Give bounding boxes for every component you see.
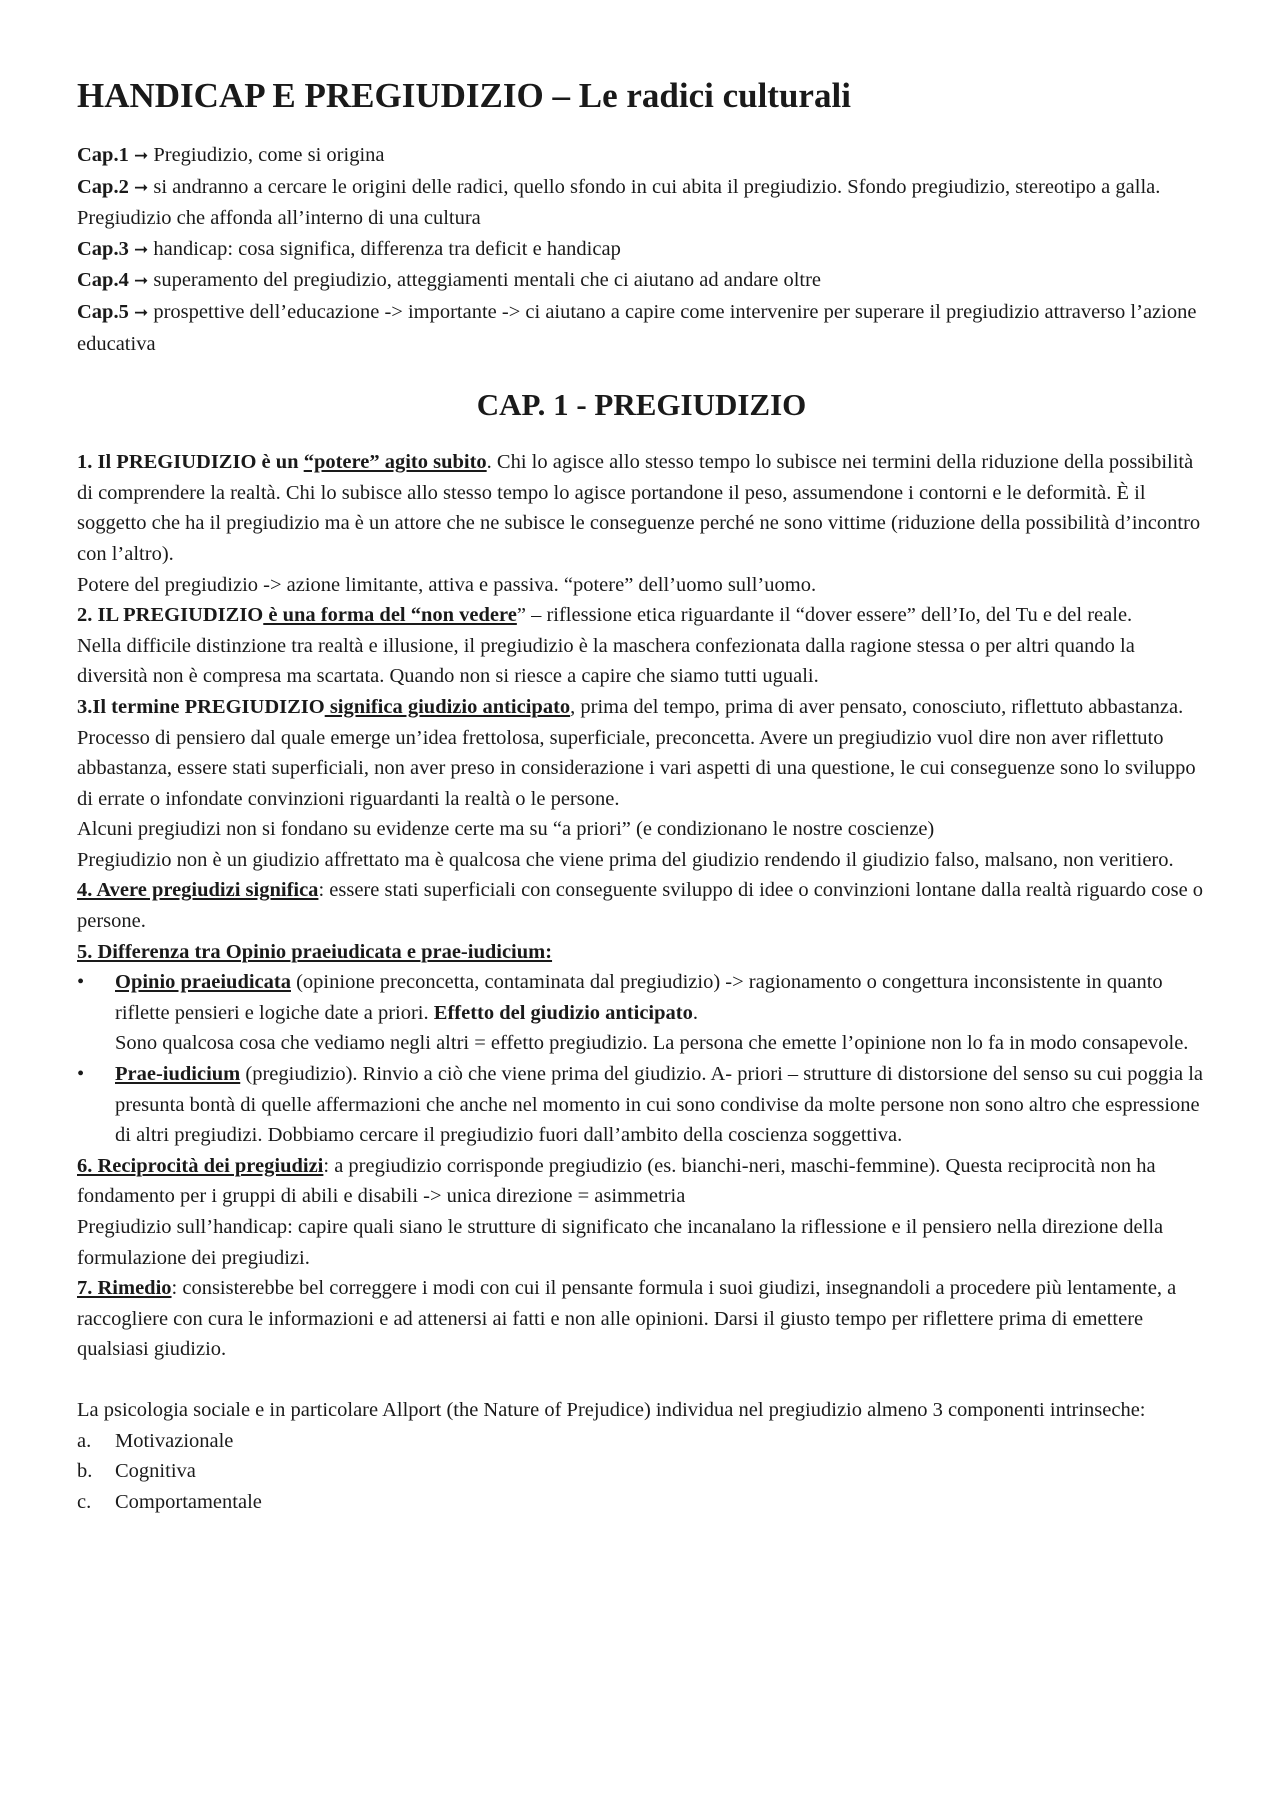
component-label: Comportamentale (115, 1490, 262, 1513)
term-praeiudicium: Prae-iudicium (115, 1063, 241, 1086)
document-title: HANDICAP E PREGIUDIZIO – Le radici culturali (77, 76, 851, 115)
contents-item (77, 297, 1206, 359)
bullet-icon: • (77, 1063, 85, 1086)
bullet-icon: • (77, 971, 85, 994)
contents-item (77, 172, 1206, 234)
list-letter: c. (77, 1490, 92, 1513)
section-3-key-term: significa giudizio anticipato (324, 695, 571, 718)
section-1-key-term: “potere” agito subito (303, 451, 487, 474)
list-item (77, 1059, 1206, 1151)
arrow-right-icon: ➞ (133, 239, 149, 260)
cap-label: Cap.5 (77, 300, 129, 323)
cap-label: Cap.2 (77, 175, 129, 198)
section-4-heading: 4. Avere pregiudizi significa (77, 879, 319, 902)
cap-description: si andranno a cercare le origini delle radici, quello sfondo in cui abita il pregiudizio. Sfondo pregiudizio, stereotipo a galla. Pregiudizio che affonda all’interno di una cultura (77, 175, 1161, 230)
term-opinio-end: . (692, 1001, 698, 1024)
cap-description: handicap: cosa significa, differenza tra deficit e handicap (153, 237, 621, 260)
list-item (77, 1456, 1206, 1487)
section-3-heading: 3.Il termine PREGIUDIZIO (77, 695, 325, 718)
section-2-key-term: è una forma del “non vedere (263, 604, 517, 627)
list-item (77, 1426, 1206, 1457)
term-praeiudicium-text: (pregiudizio). Rinvio a ciò che viene prima del giudizio. A- priori – strutture di distorsione del senso su cui poggia la presunta bontà di quelle affermazioni che anche nel momento in cui sono condivise da molte persone non sono altro che espressione di altri pregiudizi. Dobbiamo cercare il pregiudizio fuori dall’ambito della coscienza soggettiva. (115, 1063, 1203, 1147)
section-7-heading: 7. Rimedio (77, 1277, 172, 1300)
section-6-heading: 6. Reciprocità dei pregiudizi (77, 1154, 324, 1177)
section-2-paragraph: Nella difficile distinzione tra realtà e illusione, il pregiudizio è la maschera confezionata dalla ragione stessa o per altri quando la diversità non è compresa ma scartata. Quando non si riesce a capire che siamo tutti uguali. (77, 634, 1135, 688)
section-3-paragraph: Alcuni pregiudizi non si fondano su evidenze certe ma su “a priori” (e condizionano le nostre coscienze) (77, 818, 935, 841)
chapter-title: CAP. 1 - PREGIUDIZIO (476, 387, 807, 423)
arrow-right-icon: ➞ (133, 146, 149, 166)
section-3-paragraph: Pregiudizio non è un giudizio affrettato ma è qualcosa che viene prima del giudizio rendendo il giudizio falso, malsano, non veritiero. (77, 848, 1174, 871)
contents-item (77, 234, 1206, 266)
chapter-body (77, 447, 1206, 1517)
cap-description: superamento del pregiudizio, atteggiamenti mentali che ci aiutano ad andare oltre (153, 269, 822, 292)
cap-label: Cap.1 (77, 144, 129, 166)
section-2 (77, 600, 1206, 631)
section-6 (77, 1151, 1206, 1212)
section-3 (77, 692, 1206, 723)
section-1-note: Potere del pregiudizio -> azione limitante, attiva e passiva. “potere” dell’uomo sull’uomo. (77, 573, 817, 596)
section-3-paragraph: Processo di pensiero dal quale emerge un’idea frettolosa, superficiale, preconcetta. Avere un pregiudizio vuol dire non aver riflettuto abbastanza, essere stati superficiali, non aver preso in considerazione i vari aspetti di una questione, le cui conseguenze sono lo sviluppo di errate o infondate convinzioni riguardanti la realtà o le persone. (77, 726, 1196, 810)
table-of-contents (77, 140, 1206, 359)
contents-item (77, 265, 1206, 297)
section-3-text: , prima del tempo, prima di aver pensato, conosciuto, riflettuto abbastanza. (570, 695, 1184, 718)
section-6-text: : a pregiudizio corrisponde pregiudizio (es. bianchi-neri, maschi-femmine). Questa reciprocità non ha fondamento per i gruppi di abili e disabili -> unica direzione = asimmetria (77, 1154, 1156, 1208)
section-1 (77, 447, 1206, 569)
section-7 (77, 1273, 1206, 1365)
contents-item (77, 140, 1206, 172)
term-opinio: Opinio praeiudicata (115, 971, 291, 994)
section-7-text: : consisterebbe bel correggere i modi con cui il pensante formula i suoi giudizi, insegnandoli a procedere più lentamente, a raccogliere con cura le informazioni e ad attenersi ai fatti e non alle opinioni. Darsi il giusto tempo per riflettere prima di emettere qualsiasi giudizio. (77, 1277, 1177, 1361)
term-opinio-text: (opinione preconcetta, contaminata dal pregiudizio) -> ragionamento o congettura inconsistente in quanto riflette pensieri e logiche date a priori. (115, 971, 1163, 1024)
section-2-text: ” – riflessione etica riguardante il “dover essere” dell’Io, del Tu e del reale. (516, 604, 1133, 627)
components-list (77, 1426, 1206, 1518)
list-letter: a. (77, 1429, 92, 1452)
component-label: Motivazionale (115, 1429, 234, 1452)
section-2-heading: 2. IL PREGIUDIZIO (77, 604, 264, 627)
section-1-heading: 1. Il PREGIUDIZIO è un (77, 451, 304, 474)
term-opinio-extra: Sono qualcosa cosa che vediamo negli altri = effetto pregiudizio. La persona che emette l’opinione non lo fa in modo consapevole. (115, 1032, 1189, 1055)
cap-description: Pregiudizio, come si origina (153, 144, 385, 166)
section-5-heading-text: 5. Differenza tra Opinio praeiudicata e prae-iudicium: (77, 940, 553, 963)
cap-description: prospettive dell’educazione -> importante -> ci aiutano a capire come intervenire per superare il pregiudizio attraverso l’azione educativa (77, 300, 1197, 355)
section-5-heading (77, 937, 1206, 968)
list-item (77, 1487, 1206, 1518)
term-opinio-effect: Effetto del giudizio anticipato (433, 1001, 693, 1024)
allport-paragraph: La psicologia sociale e in particolare Allport (the Nature of Prejudice) individua nel pregiudizio almeno 3 componenti intrinseche: (77, 1398, 1146, 1421)
cap-label: Cap.3 (77, 237, 129, 260)
arrow-right-icon: ➞ (133, 271, 149, 292)
cap-label: Cap.4 (77, 269, 129, 292)
section-5-list (77, 967, 1206, 1151)
spacer (77, 1365, 1206, 1395)
component-label: Cognitiva (115, 1460, 196, 1483)
list-item (77, 967, 1206, 1059)
section-4 (77, 875, 1206, 936)
section-4-text: : essere stati superficiali con conseguente sviluppo di idee o convinzioni lontane dalla realtà riguardo cose o persone. (77, 879, 1204, 933)
arrow-right-icon: ➞ (133, 177, 149, 198)
list-letter: b. (77, 1460, 93, 1483)
arrow-right-icon: ➞ (133, 302, 149, 323)
section-1-text: . Chi lo agisce allo stesso tempo lo subisce nei termini della riduzione della possibilità di comprendere la realtà. Chi lo subisce allo stesso tempo lo agisce portandone il peso, assumendone i contorni e le deformità. È il soggetto che ha il pregiudizio ma è un attore che ne subisce le conseguenze perché ne sono vittime (riduzione della possibilità d’incontro con l’altro). (77, 451, 1201, 565)
section-6-paragraph: Pregiudizio sull’handicap: capire quali siano le strutture di significato che incanalano la riflessione e il pensiero nella direzione della formulazione dei pregiudizi. (77, 1216, 1164, 1269)
